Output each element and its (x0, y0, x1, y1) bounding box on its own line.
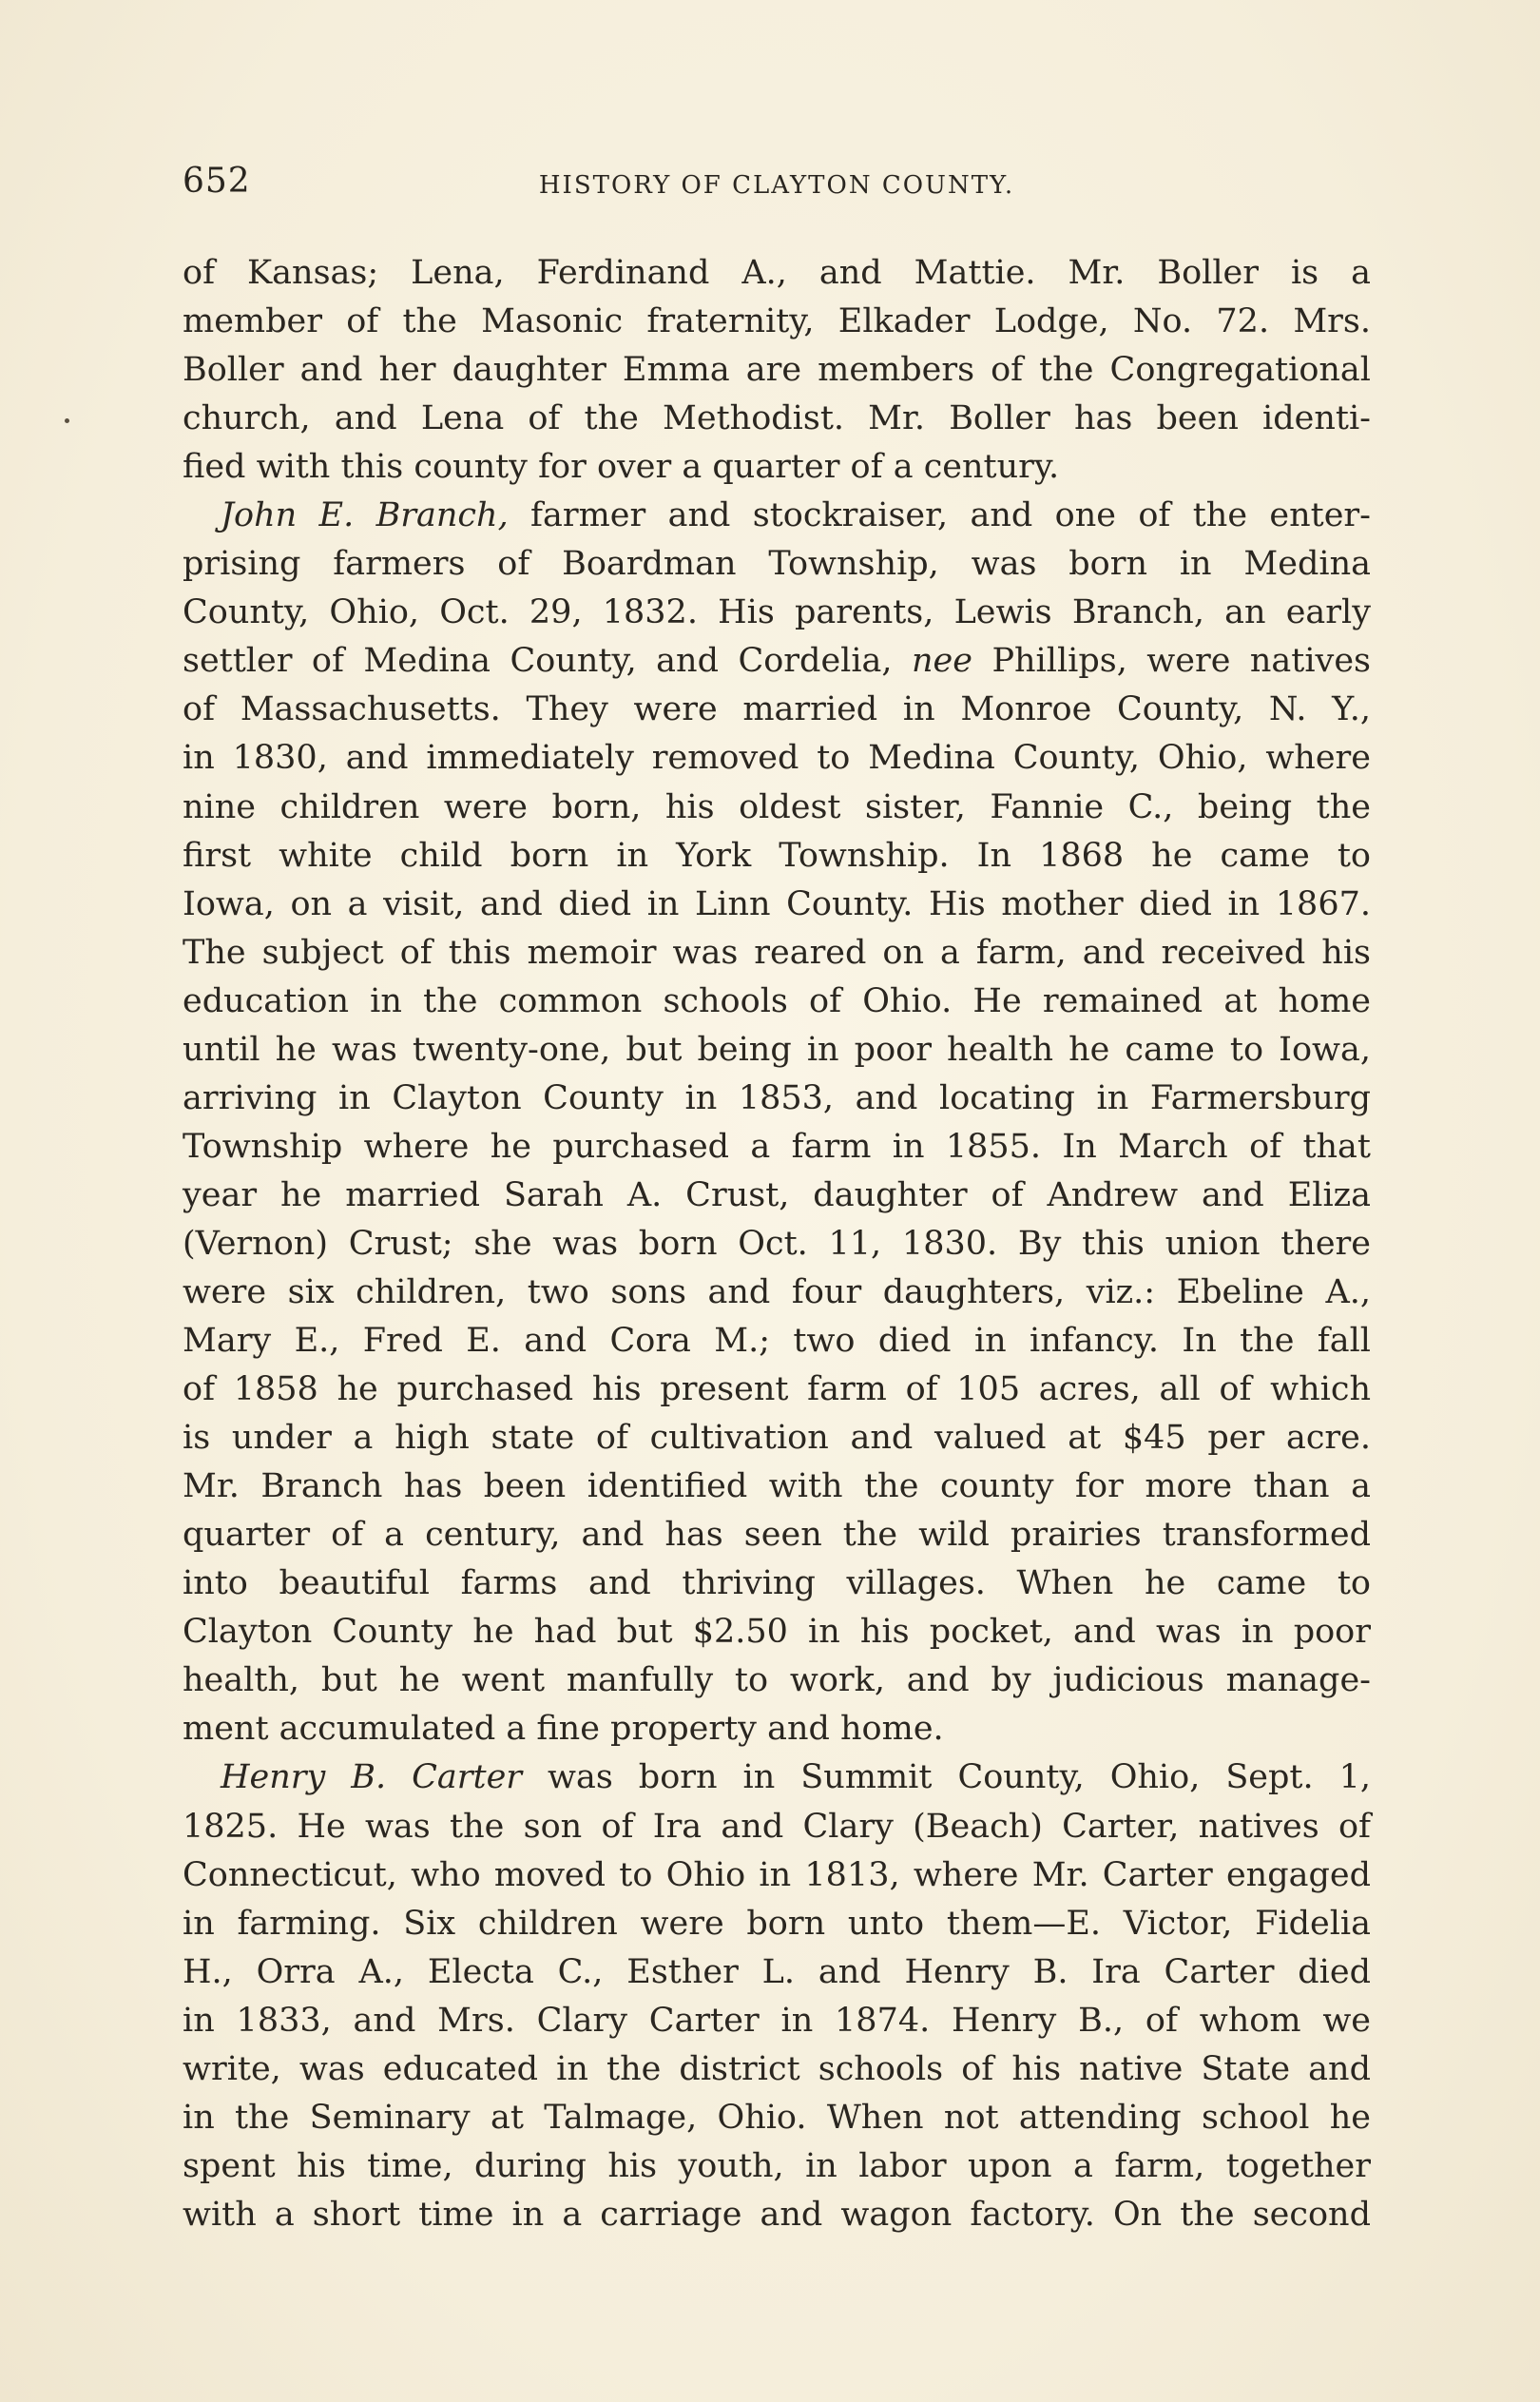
text-line: arriving in Clayton County in 1853, and locating in Farmersburg (183, 1078, 1371, 1117)
text-line: prising farmers of Boardman Township, was born in Medina (183, 545, 1371, 584)
text-line: County, Ohio, Oct. 29, 1832. His parents, Lewis Branch, an early (183, 593, 1371, 632)
text-line: Henry B. Carter was born in Summit County, Ohio, Sept. 1, (221, 1758, 1371, 1797)
text-line: nine children were born, his oldest sister, Fannie C., being the (183, 787, 1371, 826)
text-line: until he was twenty-one, but being in poor health he came to Iowa, (183, 1030, 1371, 1069)
body-text (183, 249, 1371, 2239)
text-line: health, but he went manfully to work, and by judicious manage- (183, 1661, 1371, 1700)
print-speck (65, 418, 69, 423)
text-line: with a short time in a carriage and wagon factory. On the second (183, 2195, 1371, 2234)
text-line: fied with this county for over a quarter of a century. (183, 448, 1060, 487)
text-line: Mary E., Fred E. and Cora M.; two died in infancy. In the fall (183, 1322, 1371, 1361)
text-line: Boller and her daughter Emma are members of the Congregational (183, 351, 1371, 390)
text-line: 1825. He was the son of Ira and Clary (Beach) Carter, natives of (183, 1807, 1371, 1846)
text-line: ment accumulated a fine property and home. (183, 1710, 944, 1749)
text-line: Connecticut, who moved to Ohio in 1813, where Mr. Carter engaged (183, 1855, 1371, 1894)
text-line: Iowa, on a visit, and died in Linn County. His mother died in 1867. (183, 884, 1371, 923)
text-line: in farming. Six children were born unto them—E. Victor, Fidelia (183, 1904, 1371, 1943)
text-line: settler of Medina County, and Cordelia, nee Phillips, were natives (183, 642, 1371, 681)
italic-word: nee (912, 642, 972, 681)
text-line: member of the Masonic fraternity, Elkader Lodge, No. 72. Mrs. (183, 302, 1371, 341)
text-line: in 1830, and immediately removed to Medina County, Ohio, where (183, 739, 1371, 778)
text-line: in 1833, and Mrs. Clary Carter in 1874. Henry B., of whom we (183, 2001, 1371, 2040)
text-line: H., Orra A., Electa C., Esther L. and Henry B. Ira Carter died (183, 1952, 1371, 1991)
text-line: church, and Lena of the Methodist. Mr. Boller has been identi- (183, 399, 1371, 438)
text-line: were six children, two sons and four daughters, viz.: Ebeline A., (183, 1272, 1371, 1311)
text-line: of Massachusetts. They were married in Monroe County, N. Y., (183, 690, 1371, 729)
biography-name: John E. Branch, (221, 496, 509, 535)
page-number: 652 (183, 162, 251, 201)
text-line: in the Seminary at Talmage, Ohio. When not attending school he (183, 2098, 1371, 2137)
text-line: of Kansas; Lena, Ferdinand A., and Mattie. Mr. Boller is a (183, 254, 1371, 292)
text-line: Township where he purchased a farm in 1855. In March of that (183, 1127, 1371, 1166)
text-line: into beautiful farms and thriving villages. When he came to (183, 1564, 1371, 1603)
text-line: Mr. Branch has been identified with the county for more than a (183, 1467, 1371, 1506)
text-line: is under a high state of cultivation and valued at $45 per acre. (183, 1419, 1371, 1458)
text-line: first white child born in York Township. In 1868 he came to (183, 836, 1371, 875)
text-line: education in the common schools of Ohio. He remained at home (183, 981, 1371, 1020)
running-head: HISTORY OF CLAYTON COUNTY. (538, 171, 1015, 200)
text-line: year he married Sarah A. Crust, daughter of Andrew and Eliza (183, 1175, 1371, 1214)
text-line: (Vernon) Crust; she was born Oct. 11, 1830. By this union there (183, 1224, 1371, 1263)
text-line: Clayton County he had but $2.50 in his pocket, and was in poor (183, 1613, 1371, 1652)
text-line: spent his time, during his youth, in labor upon a farm, together (183, 2146, 1371, 2185)
text-line: quarter of a century, and has seen the wild prairies transformed (183, 1516, 1371, 1555)
text-line: of 1858 he purchased his present farm of 105 acres, all of which (183, 1370, 1371, 1409)
text-line: John E. Branch, farmer and stockraiser, and one of the enter- (221, 496, 1371, 535)
text-line: write, was educated in the district schools of his native State and (183, 2049, 1371, 2088)
text-line: The subject of this memoir was reared on a farm, and received his (183, 933, 1371, 972)
biography-name: Henry B. Carter (221, 1758, 523, 1797)
page-header (183, 162, 1371, 209)
